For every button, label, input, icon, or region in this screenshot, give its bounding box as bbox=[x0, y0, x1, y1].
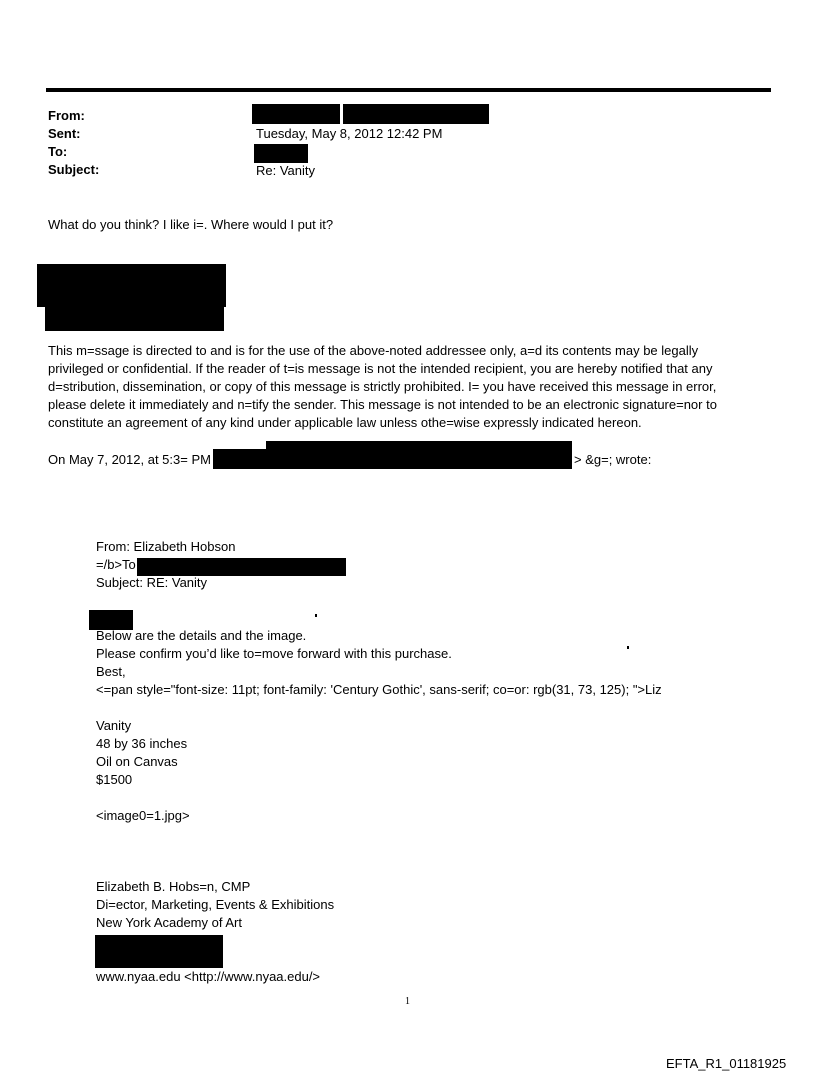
details-line: Below are the details and the image. bbox=[96, 628, 307, 643]
from-name-redaction bbox=[252, 104, 340, 124]
quoted-from-line: From: Elizabeth Hobson bbox=[96, 539, 236, 554]
signature-redaction-top bbox=[37, 264, 226, 307]
on-date-name-redaction bbox=[213, 449, 271, 469]
sent-label: Sent: bbox=[48, 126, 81, 141]
best-line: Best, bbox=[96, 664, 126, 679]
from-email-redaction bbox=[343, 104, 489, 124]
subject-value: Re: Vanity bbox=[256, 163, 316, 178]
quoted-subject-line: Subject: RE: Vanity bbox=[96, 575, 208, 590]
artwork-price: $1500 bbox=[96, 772, 133, 787]
signature-contact-redaction bbox=[95, 935, 223, 968]
scan-artifact bbox=[315, 614, 317, 617]
on-date-suffix: > &g=; wrote: bbox=[574, 452, 652, 467]
from-label: From: bbox=[48, 108, 85, 123]
artwork-title: Vanity bbox=[96, 718, 132, 733]
image-attachment: <image0=1.jpg> bbox=[96, 808, 190, 823]
page-number: 1 bbox=[405, 996, 410, 1007]
to-redaction bbox=[254, 144, 308, 163]
document-id: EFTA_R1_01181925 bbox=[666, 1056, 787, 1071]
header-rule bbox=[46, 88, 771, 92]
on-date-prefix: On May 7, 2012, at 5:3= PM bbox=[48, 452, 211, 467]
signature-org: New York Academy of Art bbox=[96, 915, 242, 930]
signature-name: Elizabeth B. Hobs=n, CMP bbox=[96, 879, 251, 894]
signature-web: www.nyaa.edu <http://www.nyaa.edu/> bbox=[96, 969, 321, 984]
sent-value: Tuesday, May 8, 2012 12:42 PM bbox=[256, 126, 443, 141]
to-label: To: bbox=[48, 144, 68, 159]
signature-redaction-bottom bbox=[45, 305, 224, 331]
signature-role: Di=ector, Marketing, Events & Exhibitions bbox=[96, 897, 335, 912]
confidentiality-disclaimer: This m=ssage is directed to and is for the use of the above-noted addressee only, a=d its contents may be legally privileged or confidential. If the reader of t=is message is not the intended recipient, you are hereby notified that any d=stribution, dissemination, or copy of this message is strictly prohibited. I= you have received this message in error, please delete it immediately and n=tify the sender. This message is not intended to be an electronic signature=nor to constitute an agreement of any kind under applicable law unless othe=wise expressly indicated hereon. bbox=[48, 343, 717, 430]
quoted-to-line: =/b>To bbox=[96, 557, 136, 572]
confirm-line: Please confirm you’d like to=move forward with this purchase. bbox=[96, 646, 452, 661]
scan-artifact bbox=[627, 646, 629, 649]
span-markup-line: <=pan style="font-size: 11pt; font-family: 'Century Gothic', sans-serif; co=or: rgb(31, 73, 125); ">Liz bbox=[96, 682, 662, 697]
on-date-email-redaction bbox=[266, 441, 572, 469]
artwork-dimensions: 48 by 36 inches bbox=[96, 736, 188, 751]
artwork-medium: Oil on Canvas bbox=[96, 754, 178, 769]
body-question: What do you think? I like i=. Where would I put it? bbox=[48, 217, 334, 232]
subject-label: Subject: bbox=[48, 162, 100, 177]
